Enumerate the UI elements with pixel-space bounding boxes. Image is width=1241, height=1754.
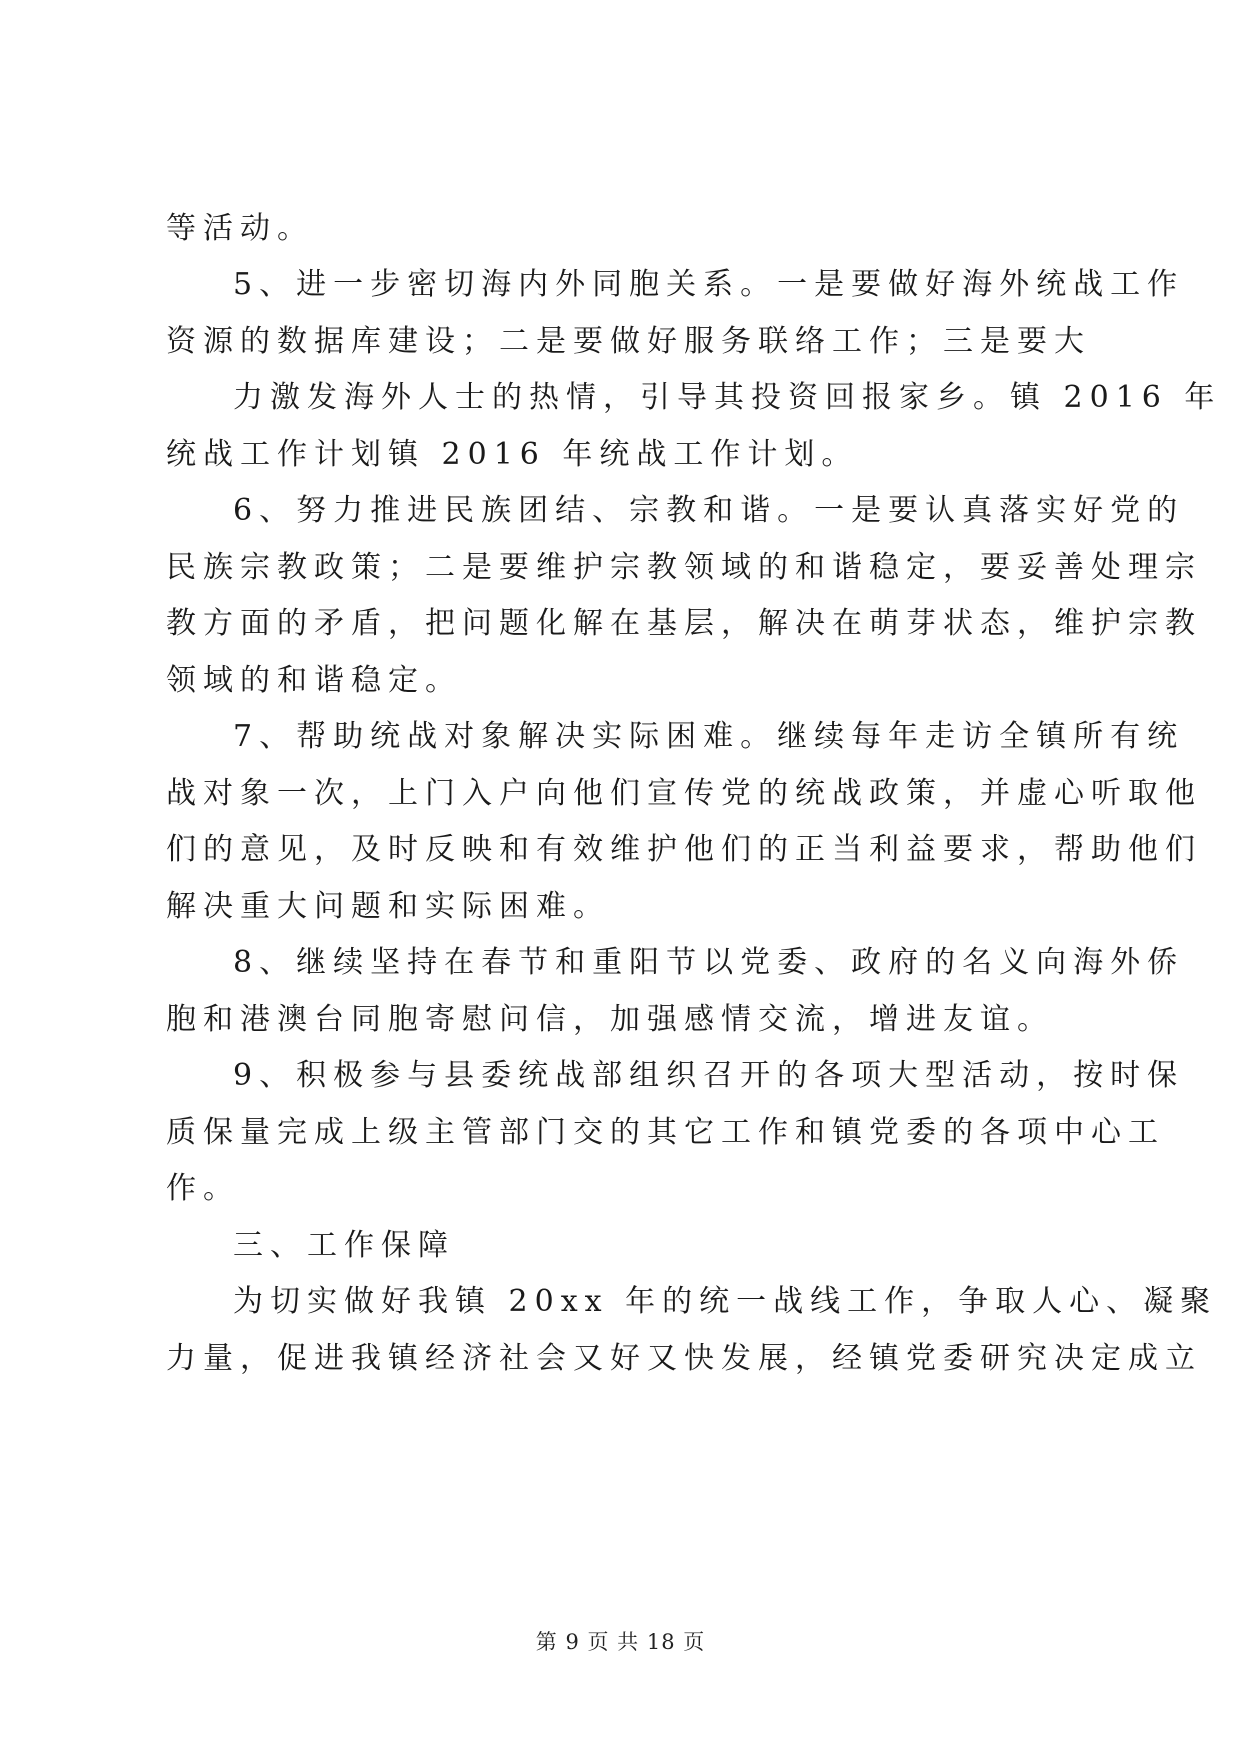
section-heading: 三、工作保障	[233, 1228, 455, 1263]
paragraph-10-line-1: 为切实做好我镇 20xx 年的统一战线工作，争取人心、凝聚	[233, 1284, 1218, 1319]
paragraph-7-line-1: 7、帮助统战对象解决实际困难。继续每年走访全镇所有统	[233, 719, 1185, 754]
paragraph-9-line-1: 9、积极参与县委统战部组织召开的各项大型活动，按时保	[233, 1058, 1185, 1093]
page-footer: 第 9 页 共 18 页	[535, 1630, 706, 1654]
paragraph-5-line-3: 力激发海外人士的热情，引导其投资回报家乡。镇 2016 年	[233, 380, 1222, 415]
paragraph-6-line-1: 6、努力推进民族团结、宗教和谐。一是要认真落实好党的	[233, 493, 1185, 528]
paragraph-6-line-2: 民族宗教政策；二是要维护宗教领域的和谐稳定，要妥善处理宗	[166, 550, 1202, 585]
paragraph-5-line-2: 资源的数据库建设；二是要做好服务联络工作；三是要大	[166, 324, 1091, 359]
text-line: 等活动。	[166, 211, 314, 246]
paragraph-7-line-3: 们的意见，及时反映和有效维护他们的正当利益要求，帮助他们	[166, 832, 1202, 867]
paragraph-5-line-1: 5、进一步密切海内外同胞关系。一是要做好海外统战工作	[233, 267, 1185, 302]
paragraph-7-line-2: 战对象一次，上门入户向他们宣传党的统战政策，并虚心听取他	[166, 776, 1202, 811]
paragraph-7-line-4: 解决重大问题和实际困难。	[166, 889, 610, 924]
paragraph-8-line-2: 胞和港澳台同胞寄慰问信，加强感情交流，增进友谊。	[166, 1002, 1054, 1037]
paragraph-8-line-1: 8、继续坚持在春节和重阳节以党委、政府的名义向海外侨	[233, 945, 1185, 980]
paragraph-10-line-2: 力量，促进我镇经济社会又好又快发展，经镇党委研究决定成立	[166, 1341, 1202, 1376]
paragraph-9-line-3: 作。	[166, 1171, 240, 1206]
paragraph-5-line-4: 统战工作计划镇 2016 年统战工作计划。	[166, 437, 859, 472]
paragraph-6-line-3: 教方面的矛盾，把问题化解在基层，解决在萌芽状态，维护宗教	[166, 606, 1202, 641]
paragraph-6-line-4: 领域的和谐稳定。	[166, 663, 462, 698]
paragraph-9-line-2: 质保量完成上级主管部门交的其它工作和镇党委的各项中心工	[166, 1115, 1165, 1150]
